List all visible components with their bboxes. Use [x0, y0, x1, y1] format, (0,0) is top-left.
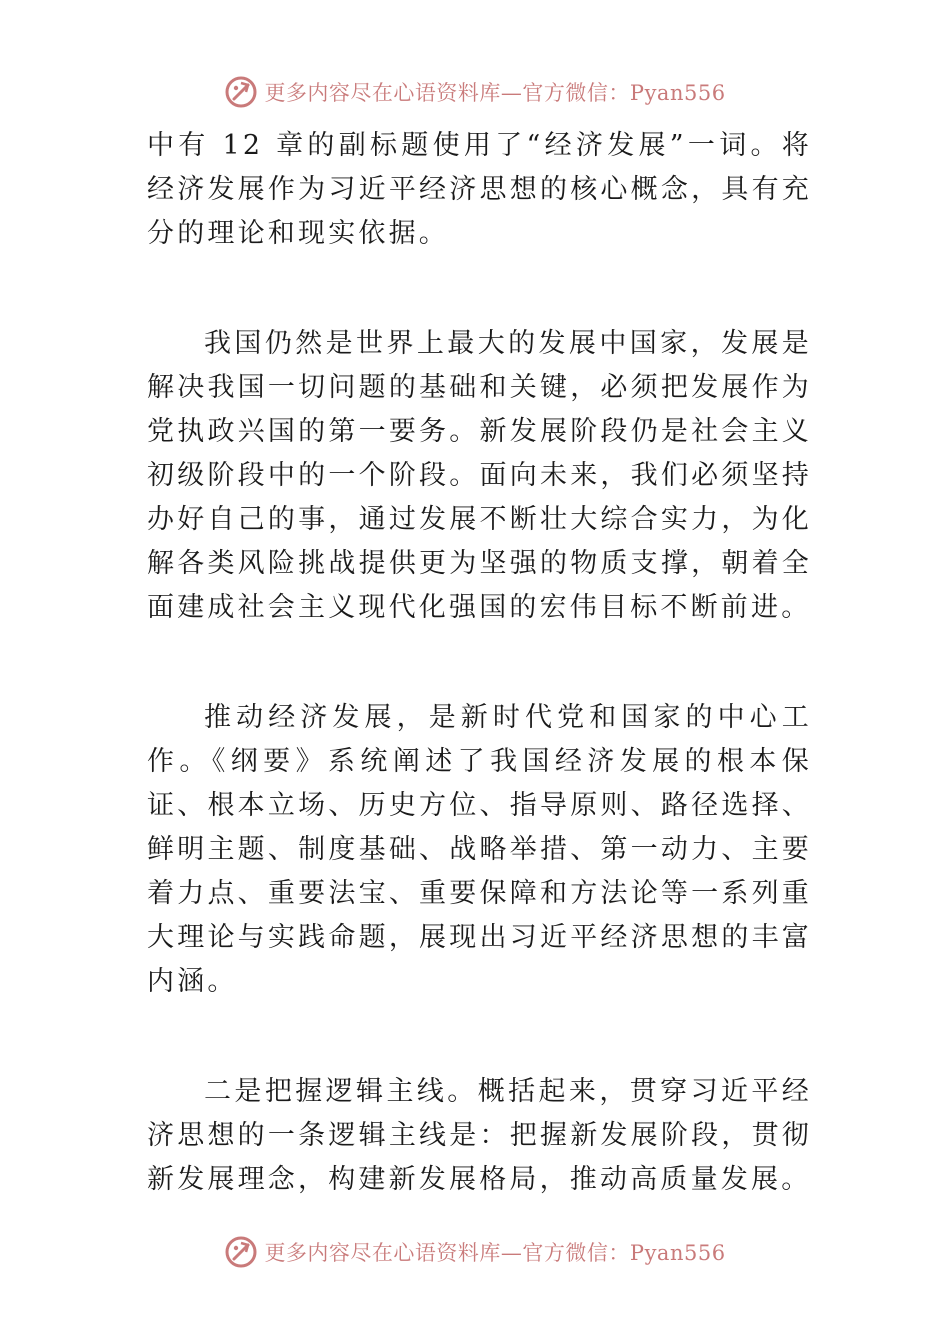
paragraph-1: 中有 12 章的副标题使用了“经济发展”一词。将经济发展作为习近平经济思想的核心概念，具有充分的理论和现实依据。 [147, 130, 812, 249]
logo-icon [224, 75, 258, 109]
footer-banner [0, 1232, 950, 1272]
header-banner-text: 更多内容尽在心语资料库—官方微信：Pyan556 [264, 81, 726, 105]
document-body [147, 124, 812, 1202]
logo-icon [224, 1235, 258, 1269]
header-banner [0, 72, 950, 112]
paragraph-2: 我国仍然是世界上最大的发展中国家，发展是解决我国一切问题的基础和关键，必须把发展作为党执政兴国的第一要务。新发展阶段仍是社会主义初级阶段中的一个阶段。面向未来，我们必须坚持办好自己的事，通过发展不断壮大综合实力，为化解各类风险挑战提供更为坚强的物质支撑，朝着全面建成社会主义现代化强国的宏伟目标不断前进。 [147, 328, 812, 623]
paragraph-4: 二是把握逻辑主线。概括起来，贯穿习近平经济思想的一条逻辑主线是：把握新发展阶段，贯彻新发展理念，构建新发展格局，推动高质量发展。 [147, 1076, 812, 1195]
paragraph-3: 推动经济发展，是新时代党和国家的中心工作。《纲要》系统阐述了我国经济发展的根本保证、根本立场、历史方位、指导原则、路径选择、鲜明主题、制度基础、战略举措、第一动力、主要着力点、重要法宝、重要保障和方法论等一系列重大理论与实践命题，展现出习近平经济思想的丰富内涵。 [147, 702, 812, 997]
footer-banner-text: 更多内容尽在心语资料库—官方微信：Pyan556 [264, 1241, 726, 1265]
